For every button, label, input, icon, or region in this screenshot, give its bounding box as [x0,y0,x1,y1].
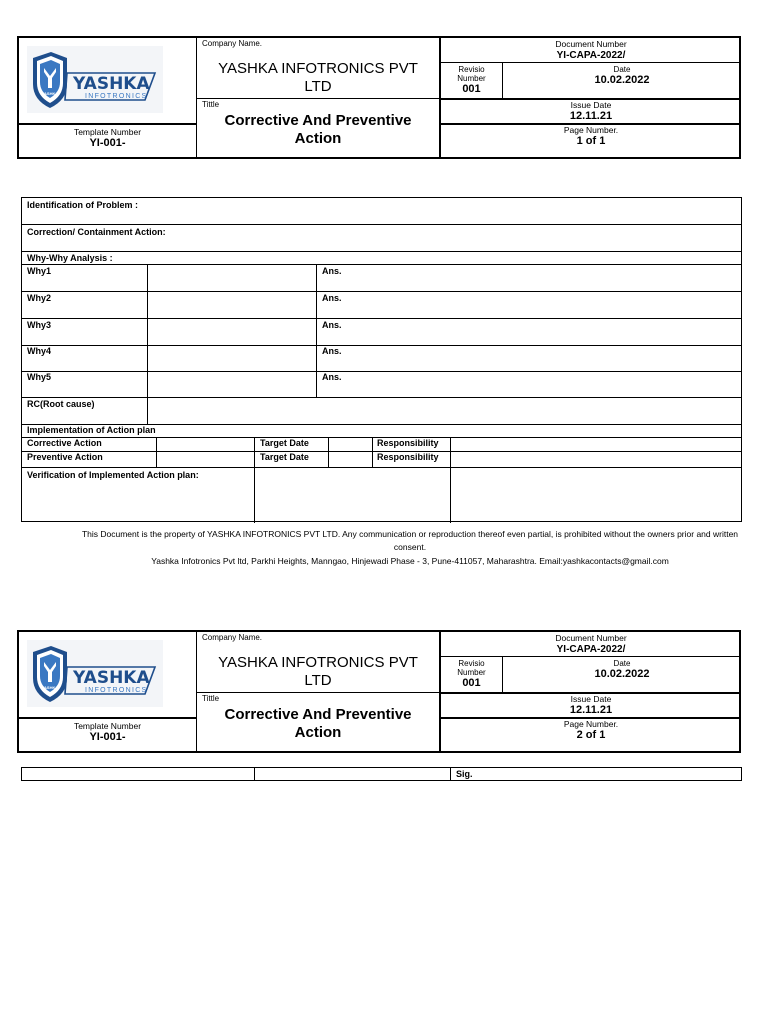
revision-number-cell [441,62,503,98]
document-title: Corrective And Preventive Action [224,706,412,741]
date-cell [503,62,741,98]
why1-ans-label: Ans. [322,266,342,276]
logo-sub-text: INFOTRONICS [85,93,148,100]
title-cell [197,692,441,753]
preventive-responsibility-label: Responsibility [377,452,439,462]
why2-ans-label: Ans. [322,293,342,303]
corrective-responsibility-label: Responsibility [377,438,439,448]
document-number-value: YI-CAPA-2022/ [556,644,626,655]
document-header-page-1 [17,36,741,159]
page-number-value: 2 of 1 [576,729,606,741]
revision-number-label: Revisio Number [457,659,486,677]
logo-cell [19,38,197,123]
template-number-cell [19,123,197,159]
title-label: Tittle [202,694,220,703]
document-header-page-2 [17,630,741,753]
date-label: Date [613,65,631,74]
page-number-label: Page Number. [563,719,619,729]
why4-ans-label: Ans. [322,346,342,356]
why5-ans-label: Ans. [322,372,342,382]
logo-emblem-text: YASHKA [41,685,59,690]
company-logo [27,46,163,113]
preventive-action-label: Preventive Action [27,452,103,462]
template-number-label: Template Number [73,721,142,731]
logo-brand-text: YASHKA [73,74,150,94]
template-number-value: YI-001- [89,731,126,743]
issue-date-label: Issue Date [570,100,612,110]
company-name-label: Company Name. [202,39,263,48]
company-name-value: YASHKA INFOTRONICS PVT LTD [218,654,418,689]
title-label: Tittle [202,100,220,109]
company-logo [27,640,163,707]
issue-date-value: 12.11.21 [569,110,613,122]
document-number-value: YI-CAPA-2022/ [556,50,626,61]
document-number-cell [441,632,741,656]
company-name-cell [197,38,441,98]
property-notice: This Document is the property of YASHKA INFOTRONICS PVT LTD. Any communication or reproduction thereof even partial, is prohibited without the owners prior and written consent. [81,529,739,552]
page-number-cell [441,123,741,159]
company-name-label: Company Name. [202,633,263,642]
revision-number-label: Revisio Number [457,65,486,83]
signature-row [21,767,742,781]
why3-ans-label: Ans. [322,320,342,330]
date-cell [503,656,741,692]
signature-label: Sig. [456,769,473,779]
company-address: Yashka Infotronics Pvt ltd, Parkhi Heights, Manngao, Hinjewadi Phase - 3, Pune-411057, Maharashtra. Email:yashkacontacts@gmail.com [151,556,669,566]
corrective-target-date-label: Target Date [260,438,309,448]
date-value: 10.02.2022 [594,74,650,86]
page-number-value: 1 of 1 [576,135,606,147]
company-name-value: YASHKA INFOTRONICS PVT LTD [218,60,418,95]
document-number-label: Document Number [555,39,627,49]
preventive-target-date-label: Target Date [260,452,309,462]
title-cell [197,98,441,159]
why4-label: Why4 [27,346,52,356]
date-label: Date [613,659,631,668]
document-number-cell [441,38,741,62]
why2-label: Why2 [27,293,52,303]
issue-date-label: Issue Date [570,694,612,704]
template-number-label: Template Number [73,127,142,137]
why3-label: Why3 [27,320,52,330]
why-why-analysis-label: Why-Why Analysis : [27,253,113,263]
capa-form [21,197,742,522]
why5-label: Why5 [27,372,52,382]
date-value: 10.02.2022 [594,668,650,680]
correction-containment-label: Correction/ Containment Action: [27,227,166,237]
issue-date-cell [441,692,741,717]
issue-date-cell [441,98,741,123]
page-number-cell [441,717,741,753]
page-number-label: Page Number. [563,125,619,135]
identification-of-problem-label: Identification of Problem : [27,200,139,210]
logo-sub-text: INFOTRONICS [85,687,148,694]
revision-number-value: 001 [462,83,481,95]
implementation-action-plan-label: Implementation of Action plan [27,425,156,435]
logo-emblem-text: YASHKA [41,91,59,96]
corrective-action-label: Corrective Action [27,438,102,448]
template-number-cell [19,717,197,753]
company-name-cell [197,632,441,692]
document-title: Corrective And Preventive Action [224,112,412,147]
revision-number-cell [441,656,503,692]
document-number-label: Document Number [555,633,627,643]
why1-label: Why1 [27,266,52,276]
verification-label: Verification of Implemented Action plan: [27,470,199,480]
logo-cell [19,632,197,717]
revision-number-value: 001 [462,677,481,689]
template-number-value: YI-001- [89,137,126,149]
issue-date-value: 12.11.21 [569,704,613,716]
logo-brand-text: YASHKA [73,668,150,688]
root-cause-label: RC(Root cause) [27,399,95,409]
